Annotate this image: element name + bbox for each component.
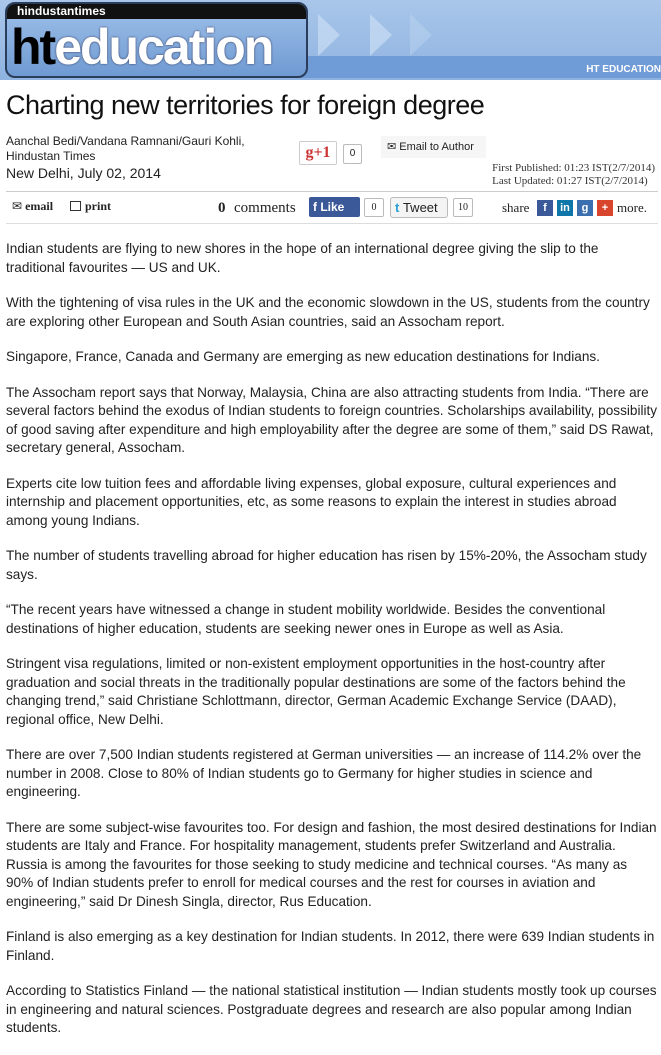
share-toolbar — [6, 191, 658, 224]
authors: Aanchal Bedi/Vandana Ramnani/Gauri Kohli, — [6, 134, 245, 148]
paragraph: Finland is also emerging as a key destination for Indian students. In 2012, there were 639 Indian students in Finland. — [6, 929, 655, 963]
twitter-icon: t — [395, 200, 403, 215]
first-published: First Published: 01:23 IST(2/7/2014) — [492, 162, 655, 174]
hteducation-logo[interactable] — [5, 2, 308, 78]
comments-link[interactable]: comments — [234, 200, 296, 216]
site-header — [0, 0, 661, 80]
facebook-share-icon[interactable]: f — [537, 200, 553, 216]
facebook-like-button[interactable]: f Like — [309, 197, 360, 217]
byline — [6, 134, 245, 164]
paragraph: Experts cite low tuition fees and affordable living expenses, global exposure, cultural experiences and internship and placement opportunities, etc, as some reasons to explain the interest in studies abroad among young Indians. — [6, 475, 617, 528]
print-link[interactable]: print — [70, 199, 111, 214]
paragraph: The number of students travelling abroad for higher education has risen by 15%-20%, the Assocham study says. — [6, 548, 647, 582]
email-author-button[interactable]: ✉ Email to Author — [381, 136, 486, 158]
email-link[interactable]: ✉ email — [12, 199, 54, 213]
gplus-button[interactable]: g+1 — [299, 141, 337, 165]
paragraph: “The recent years have witnessed a change in student mobility worldwide. Besides the conventional destinations of higher education, students are seeking newer ones in Europe as well as Asia. — [6, 602, 606, 636]
last-updated: Last Updated: 01:27 IST(2/7/2014) — [492, 175, 648, 187]
article-body — [6, 240, 658, 1055]
envelope-icon: ✉ — [387, 141, 400, 153]
envelope-icon: ✉ — [12, 199, 26, 213]
paragraph: There are some subject-wise favourites too. For design and fashion, the most desired destinations for Indian students are Italy and France. For hospitality management, students prefer Switzerland and Australia. Russia is among the favourites for those seeking to study medicine and technical courses. “As many as 90% of Indian students prefer to enroll for medical courses and the rest for courses in aviation and engineering,” said Dr Dinesh Singla, director, Rus Education. — [6, 819, 657, 909]
chevron-decoration — [318, 14, 340, 56]
more-share-icon[interactable]: + — [597, 200, 613, 216]
gplus-count: 0 — [343, 144, 362, 164]
paragraph: Singapore, France, Canada and Germany are emerging as new education destinations for Indians. — [6, 349, 600, 364]
paragraph: According to Statistics Finland — the national statistical institution — Indian students mostly took up courses in engineering and natural sciences. Postgraduate degrees and research are also popular among Indian students. — [6, 983, 657, 1035]
tweet-count: 10 — [453, 198, 473, 217]
logo-education: education — [54, 19, 273, 75]
logo-ht: ht — [11, 19, 55, 75]
chevron-decoration — [370, 14, 392, 56]
printer-icon — [70, 201, 81, 211]
dateline: New Delhi, July 02, 2014 — [6, 165, 161, 181]
facebook-icon: f — [313, 200, 321, 214]
paragraph: With the tightening of visa rules in the UK and the economic slowdown in the US, students from the country are exploring other European and South Asian countries, said an Assocham report. — [6, 295, 650, 329]
comments-count[interactable]: 0 — [218, 200, 226, 216]
like-count: 0 — [364, 198, 384, 217]
section-link[interactable]: HT EDUCATION — [586, 64, 661, 75]
paragraph: The Assocham report says that Norway, Malaysia, China are also attracting students from India. “There are several factors behind the exodus of Indian students to foreign countries. Scholarships availability, possibility of good saving after expenditure and high employability after the degree are some of them,” said DS Rawat, secretary general, Assocham. — [6, 384, 658, 455]
more-share-link[interactable]: more. — [617, 200, 647, 215]
linkedin-share-icon[interactable]: in — [557, 200, 573, 216]
tweet-button[interactable]: t Tweet — [390, 197, 448, 218]
brand-name: hindustantimes — [7, 4, 306, 19]
paragraph: Indian students are flying to new shores in the hope of an international degree giving the slip to the traditional favourites — US and UK. — [6, 241, 599, 275]
publication: Hindustan Times — [6, 149, 96, 163]
share-label: share — [502, 200, 530, 215]
chevron-decoration — [410, 14, 432, 56]
publish-info — [492, 162, 655, 188]
paragraph: Stringent visa regulations, limited or non-existent employment opportunities in the host-country after graduation and social threats in the traditionally popular destinations are some of the factors behind the changing trend,” said Christiane Schlottmann, director, German Academic Exchange Service (DAAD), regional office, New Delhi. — [6, 656, 626, 727]
paragraph: There are over 7,500 Indian students registered at German universities — an increase of 114.2% over the number in 2008. Close to 80% of Indian students go to Germany for higher studies in science and engineering. — [6, 747, 642, 799]
google-share-icon[interactable]: g — [577, 200, 593, 216]
page-title: Charting new territories for foreign degree — [6, 90, 485, 120]
